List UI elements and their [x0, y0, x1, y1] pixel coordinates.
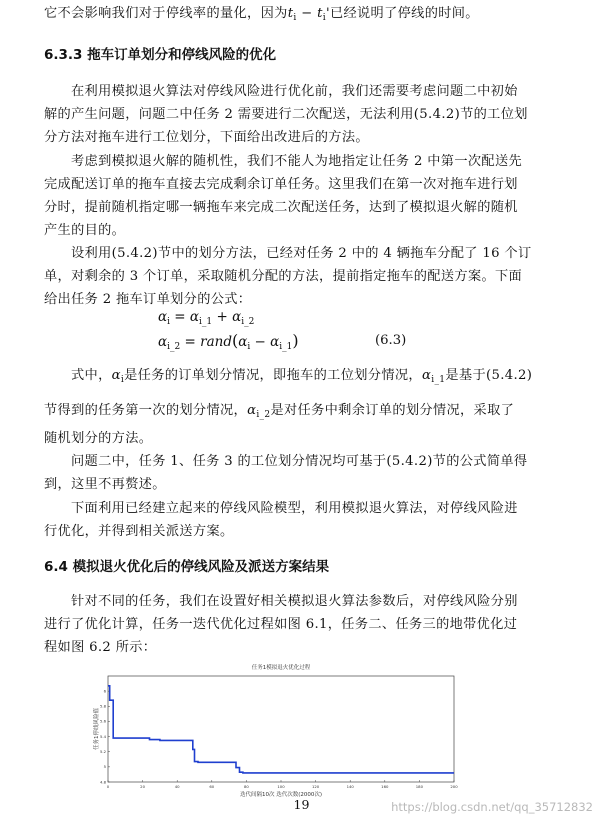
y-tick-label: 4.8: [99, 779, 106, 785]
equation-2: $\alpha_{i\_2}$ = $rand(\alpha_i - \alpha_{i\_1})$: [158, 331, 299, 352]
t-i-prime-symbol: $t_i'$: [317, 6, 330, 23]
x-tick-label: 80: [243, 784, 249, 789]
t-i-symbol: $t_i$: [287, 6, 297, 23]
paragraph-line: 设利用(5.4.2)节中的划分方法，已经对任务 2 中的 4 辆拖车分配了 16 个订: [71, 246, 532, 261]
paragraph-line: 考虑到模拟退火解的随机性，我们不能人为地指定让任务 2 中第一次配送先: [71, 154, 523, 169]
section-6-4-heading: 6.4 模拟退火优化后的停线风险及派送方案结果: [44, 559, 330, 575]
watermark: https://blog.csdn.net/qq_35712832: [391, 800, 593, 814]
paragraph-line: 分时，提前随机指定哪一辆拖车来完成二次配送任务，达到了模拟退火解的随机: [44, 200, 518, 215]
top-line-prefix: 它不会影响我们对于停线率的量化，因为: [44, 6, 288, 21]
y-tick-label: 6: [103, 688, 106, 694]
paragraph-line: 行优化，并得到相关派送方案。: [44, 524, 234, 539]
paragraph-line: 分方法对拖车进行工位划分，下面给出改进后的方法。: [44, 130, 369, 145]
x-tick-label: 60: [209, 784, 215, 789]
paragraph-line: 式中，$\alpha_i$是任务的订单划分情况，即拖车的工位划分情况，$\alpha_{i\_1}$是基于(5.4.2): [71, 368, 533, 385]
paragraph-line: 随机划分的方法。: [44, 431, 153, 446]
y-tick-label: 5: [103, 764, 106, 770]
x-axis-label: 迭代间隔10次 迭代次数(2000次): [239, 792, 323, 798]
paragraph-line: 给出任务 2 拖车订单划分的公式：: [44, 292, 252, 307]
x-tick-label: 200: [450, 784, 458, 789]
chart-title: 任务1模拟退火优化过程: [251, 665, 311, 671]
paragraph-line: 节得到的任务第一次的划分情况，$\alpha_{i\_2}$是对任务中剩余订单的划分情况，采取了: [44, 403, 515, 420]
chart-svg: [90, 660, 462, 800]
page-number: 19: [293, 797, 310, 812]
minus-sign: −: [296, 6, 318, 21]
paragraph-line: 完成配送订单的拖车直接去完成剩余订单任务。这里我们在第一次对拖车进行划: [44, 177, 518, 192]
equation-1: $\alpha_i = \alpha_{i\_1} + \alpha_{i\_2}$: [158, 309, 255, 327]
paragraph-line: 产生的目的。: [44, 223, 126, 238]
y-tick-label: 5.8: [99, 703, 106, 709]
paragraph-line: 在利用模拟退火算法对停线风险进行优化前，我们还需要考虑问题二中初始: [71, 84, 518, 99]
y-tick-label: 5.6: [99, 718, 106, 724]
top-line: [44, 4, 564, 28]
paragraph-line: 程如图 6.2 所示：: [44, 640, 157, 655]
y-tick-label: 5.2: [99, 749, 106, 755]
x-tick-label: 0: [106, 784, 110, 789]
equation-number: (6.3): [375, 333, 407, 348]
top-line-suffix: 已经说明了停线的时间。: [329, 6, 479, 21]
paragraph-line: 进行了优化计算，任务一迭代优化过程如图 6.1，任务二、任务三的地带优化过: [44, 617, 518, 632]
x-tick-label: 20: [140, 784, 146, 789]
x-tick-label: 140: [346, 784, 354, 789]
section-6-3-3-heading: 6.3.3 拖车订单划分和停线风险的优化: [44, 47, 277, 63]
figure-6-1: [90, 660, 462, 800]
paragraph-line: 针对不同的任务，我们在设置好相关模拟退火算法参数后，对停线风险分别: [71, 594, 518, 609]
x-tick-label: 120: [311, 784, 320, 789]
x-tick-label: 160: [381, 784, 389, 789]
y-axis-label: 任务1停线风险值: [94, 708, 100, 750]
paragraph-line: 下面利用已经建立起来的停线风险模型，利用模拟退火算法，对停线风险进: [71, 501, 518, 516]
paragraph-line: 解的产生问题，问题二中任务 2 需要进行二次配送，无法利用(5.4.2)节的工位划: [44, 107, 528, 122]
x-tick-label: 100: [277, 784, 285, 789]
y-tick-label: 5.4: [99, 733, 106, 739]
x-tick-label: 40: [174, 784, 180, 789]
paragraph-line: 到，这里不再赘述。: [44, 477, 166, 492]
plot-area-frame: [108, 676, 454, 782]
paragraph-line: 单，对剩余的 3 个订单，采取随机分配的方法，提前指定拖车的配送方案。下面: [44, 269, 523, 284]
paragraph-line: 问题二中，任务 1、任务 3 的工位划分情况均可基于(5.4.2)节的公式简单得: [71, 454, 528, 469]
x-tick-label: 180: [415, 784, 424, 789]
